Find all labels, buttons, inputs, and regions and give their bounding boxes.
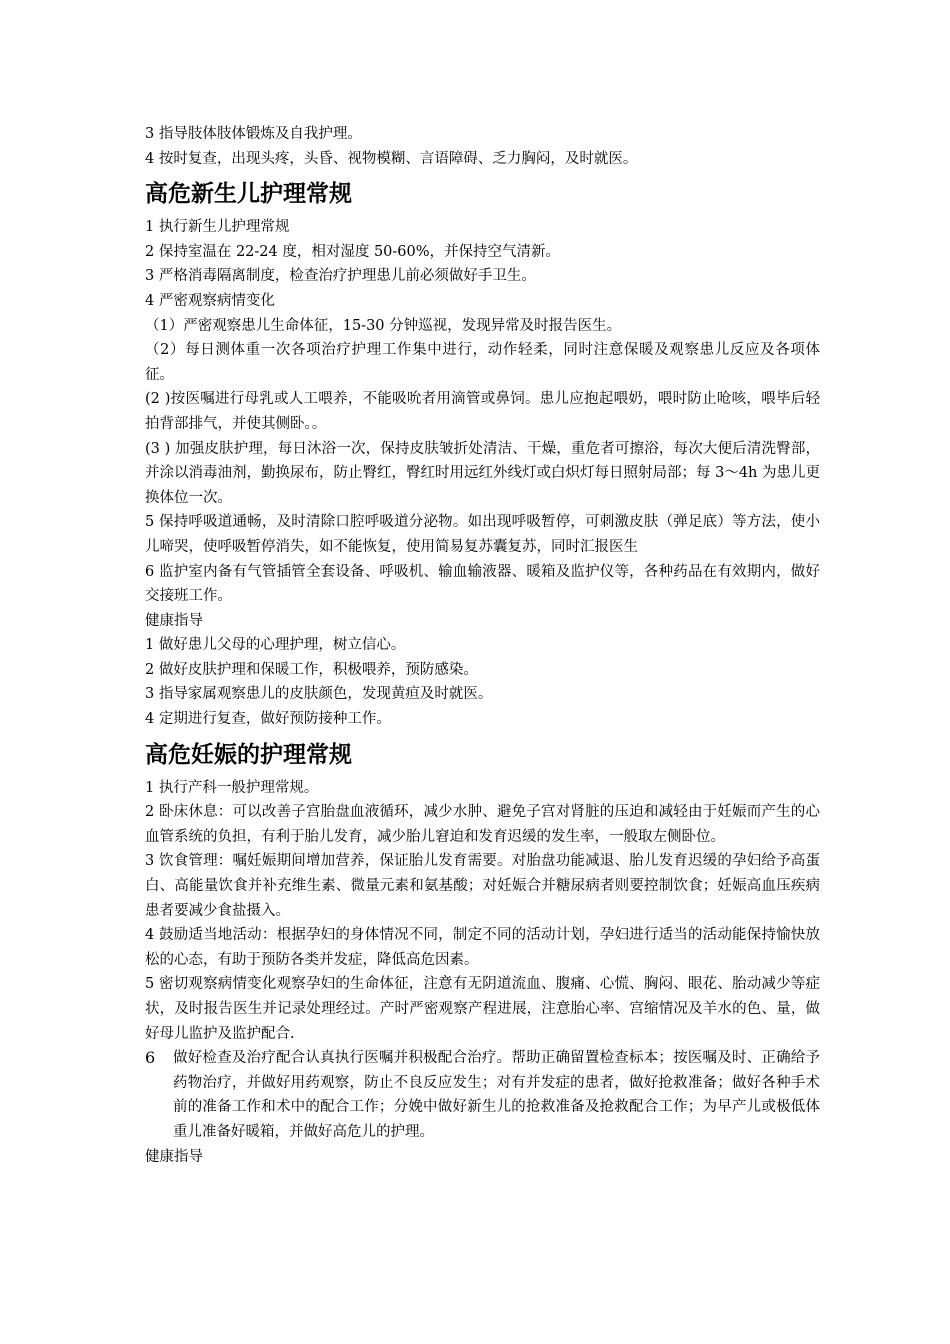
- paragraph: 5 密切观察病情变化观察孕妇的生命体征，注意有无阴道流血、腹痛、心慌、胸闷、眼花、胎动减少等症状，及时报告医生并记录处理经过。产时严密观察产程进展，注意胎心率、宫缩情况及羊水的色、量，做好母儿监护及监护配合.: [145, 976, 820, 1042]
- paragraph: 1 执行新生儿护理常规: [145, 219, 290, 236]
- paragraph: 1 做好患儿父母的心理护理，树立信心。: [145, 637, 406, 654]
- item-text: 做好检查及治疗配合认真执行医嘱并积极配合治疗。帮助正确留置检查标本；按医嘱及时、正确给予药物治疗，并做好用药观察，防止不良反应发生；对有并发症的患者，做好抢救准备；做好各种手术前的准备工作和术中的配合工作；分娩中做好新生儿的抢救准备及抢救配合工作；为早产儿或极低体重儿准备好暖箱，并做好高危儿的护理。: [173, 1050, 820, 1140]
- paragraph: 5 保持呼吸道通畅，及时清除口腔呼吸道分泌物。如出现呼吸暂停，可刺激皮肤（弹足底）等方法，使小儿啼哭，使呼吸暂停消失，如不能恢复，使用简易复苏囊复苏，同时汇报医生: [145, 514, 820, 555]
- paragraph: 2 保持室温在 22-24 度，相对湿度 50-60%，并保持空气清新。: [145, 243, 561, 260]
- subheading-health-guidance: 健康指导: [145, 1148, 203, 1165]
- numbered-item-6: [145, 1046, 820, 1144]
- paragraph: 2 做好皮肤护理和保暖工作，积极喂养，预防感染。: [145, 661, 478, 678]
- paragraph: （2）每日测体重一次各项治疗护理工作集中进行，动作轻柔，同时注意保暖及观察患儿反应及各项体征。: [145, 342, 820, 383]
- paragraph: 1 执行产科一般护理常规。: [145, 779, 319, 796]
- paragraph: 3 指导家属观察患儿的皮肤颜色，发现黄疸及时就医。: [145, 686, 493, 703]
- paragraph: (3 ) 加强皮肤护理，每日沐浴一次，保持皮肤皱折处清洁、干燥，重危者可擦浴，每次大便后清洗臀部，并涂以消毒油剂，勤换尿布，防止臀红，臀红时用远红外线灯或白炽灯每日照射局部；每 3～4h 为患儿更换体位一次。: [145, 440, 821, 506]
- paragraph: 4 按时复查，出现头疼，头昏、视物模糊、言语障碍、乏力胸闷，及时就医。: [145, 150, 638, 167]
- paragraph: (2 )按医嘱进行母乳或人工喂养，不能吸吮者用滴管或鼻饲。患儿应抱起喂奶，喂时防止呛咳，喂毕后轻拍背部排气，并使其侧卧。。: [145, 391, 820, 432]
- document-page: [145, 122, 820, 1169]
- paragraph: 3 严格消毒隔离制度，检查治疗护理患儿前必须做好手卫生。: [145, 268, 536, 285]
- paragraph: 3 饮食管理：嘱妊娠期间增加营养，保证胎儿发育需要。对胎盘功能减退、胎儿发育迟缓的孕妇给予高蛋白、高能量饮食并补充维生素、微量元素和氨基酸；对妊娠合并糖尿病者则要控制饮食；妊娠高血压疾病患者要减少食盐摄入。: [145, 853, 820, 919]
- paragraph: 6 监护室内备有气管插管全套设备、呼吸机、输血输液器、暖箱及监护仪等，各种药品在有效期内，做好交接班工作。: [145, 563, 820, 605]
- paragraph: 4 定期进行复查，做好预防接种工作。: [145, 711, 391, 728]
- paragraph: 4 鼓励适当地活动：根据孕妇的身体情况不同，制定不同的活动计划，孕妇进行适当的活动能保持愉快放松的心态，有助于预防各类并发症，降低高危因素。: [145, 927, 820, 968]
- section-title-neonatal: 高危新生儿护理常规: [145, 181, 352, 208]
- paragraph: 3 指导肢体肢体锻炼及自我护理。: [145, 126, 362, 142]
- paragraph: 2 卧床休息：可以改善子宫胎盘血液循环，减少水肿、避免子宫对肾脏的压迫和减轻由于妊娠而产生的心血管系统的负担，有利于胎儿发育，减少胎儿窘迫和发育迟缓的发生率，一般取左侧卧位。: [145, 804, 820, 845]
- section-title-pregnancy: 高危妊娠的护理常规: [145, 741, 352, 768]
- paragraph: 4 严密观察病情变化: [145, 292, 275, 309]
- paragraph: （1）严密观察患儿生命体征，15-30 分钟巡视，发现异常及时报告医生。: [145, 317, 622, 334]
- subheading-health-guidance: 健康指导: [145, 612, 203, 629]
- item-number: 6: [145, 1048, 156, 1068]
